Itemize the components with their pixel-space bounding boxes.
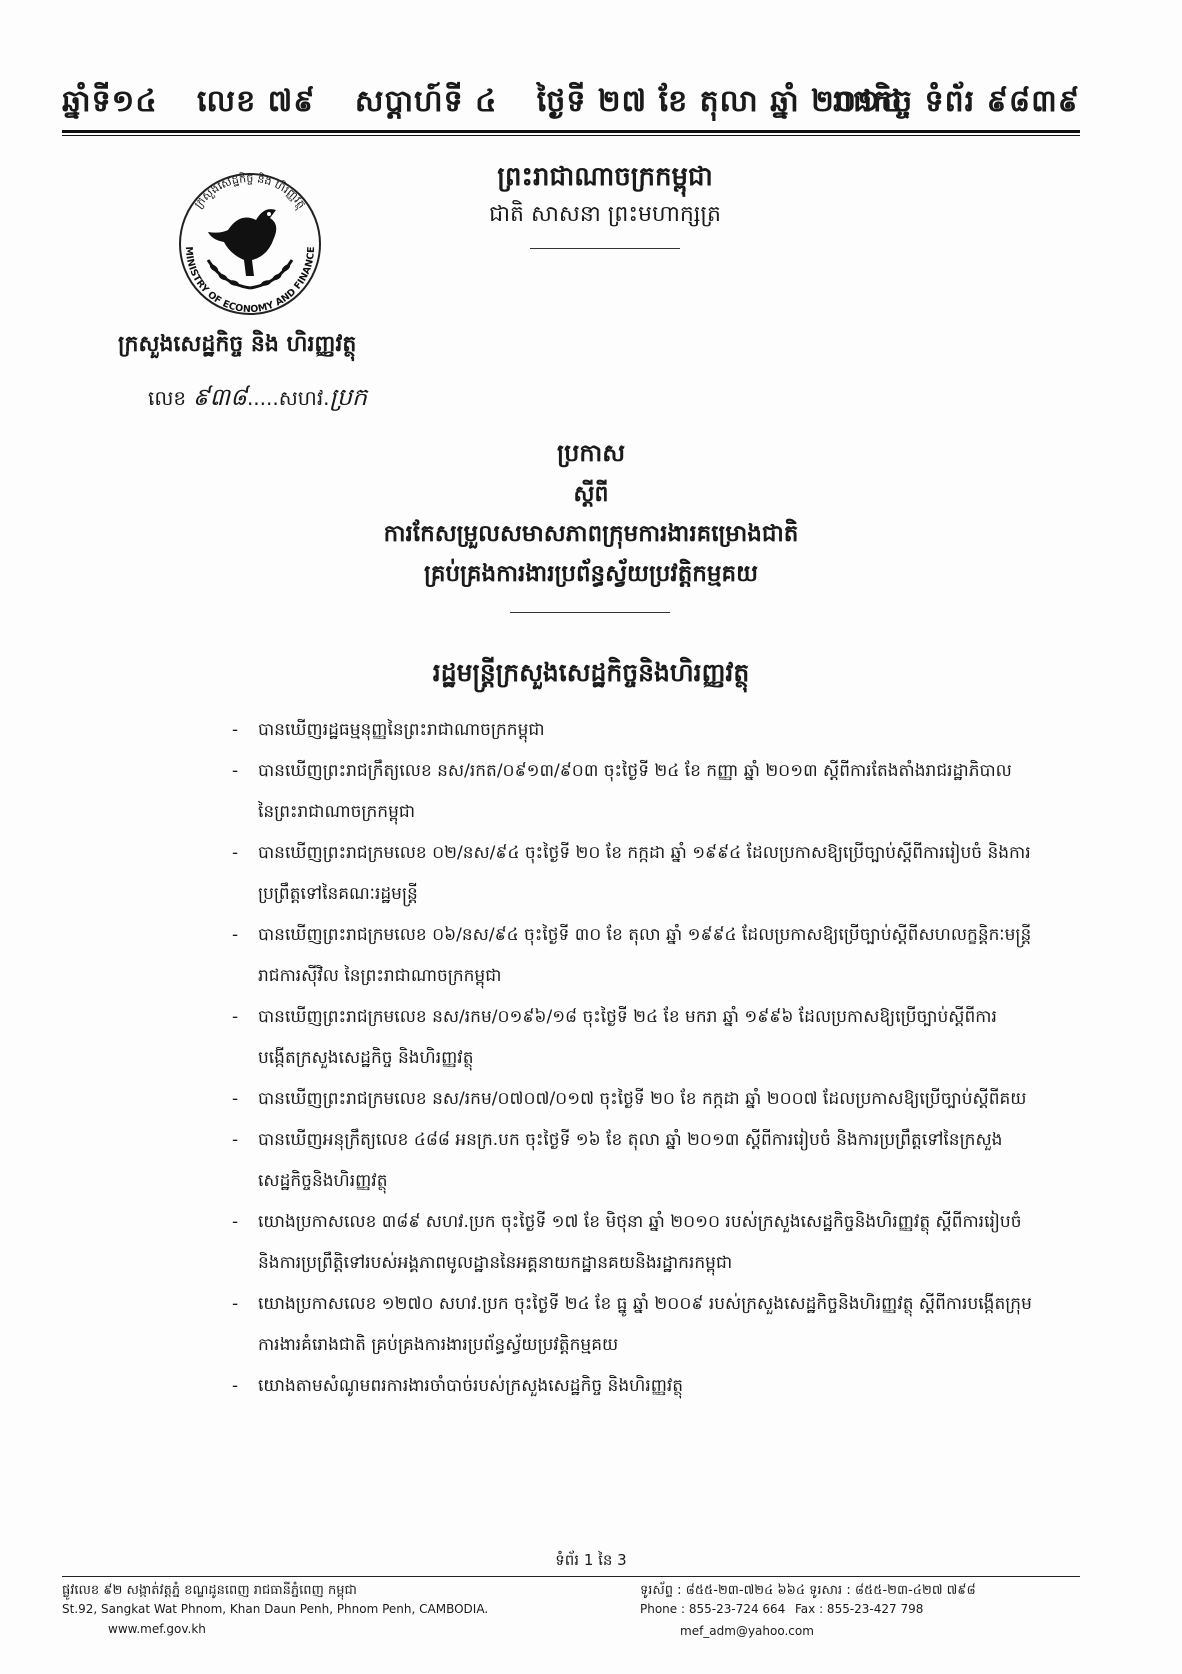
clause-item: - យោងតាមសំណូមពរការងារចាំបាច់របស់ក្រសួងសេដ្ឋកិច្ច និងហិរញ្ញវត្ថុ [232, 1366, 1032, 1407]
clause-item: - យោងប្រកាសលេខ ៣៨៩ សហវ.ប្រក ចុះថ្ងៃទី ១៧ ខែ មិថុនា ឆ្នាំ ២០១០ របស់ក្រសួងសេដ្ឋកិច្ចនិងហិរញ្ញវត្ថុ ស្តីពីការរៀបចំ និងការប្រព្រឹត្តិទៅរបស់អង្គភាពមូលដ្ឋាននៃអគ្គនាយកដ្ឋានគយនិងរដ្ឋាករកម្ពុជា [232, 1202, 1032, 1284]
clause-item: - យោងប្រកាសលេខ ១២៧០ សហវ.ប្រក ចុះថ្ងៃទី ២៤ ខែ ធ្នូ ឆ្នាំ ២០០៩ របស់ក្រសួងសេដ្ឋកិច្ចនិងហិរញ្ញវត្ថុ ស្តីពីការបង្កើតក្រុមការងារគំរោងជាតិ គ្រប់គ្រងការងារប្រព័ន្ធស្វ័យប្រវត្តិកម្មគយ [232, 1284, 1032, 1366]
seal-khmer-text: ក្រសួងសេដ្ឋកិច្ច និង ហិរញ្ញវត្ថុ [191, 171, 309, 211]
document-about: ស្តីពី [573, 482, 609, 507]
ornament-divider [530, 248, 680, 249]
footer-phone: Phone : 855-23-724 664 [640, 1602, 786, 1616]
clause-item: - បានឃើញអនុក្រឹត្យលេខ ៤៨៨ អនក្រ.បក ចុះថ្ងៃទី ១៦ ខែ តុលា ឆ្នាំ ២០១៣ ស្តីពីការរៀបចំ និងការប្រព្រឹត្តទៅនៃក្រសួងសេដ្ឋកិច្ចនិងហិរញ្ញវត្ថុ [232, 1120, 1032, 1202]
ministry-name: ក្រសួងសេដ្ឋកិច្ច និង ហិរញ្ញវត្ថុ [118, 332, 357, 357]
footer-fax: Fax : 855-23-427 798 [795, 1602, 924, 1616]
ref-prefix: លេខ [148, 386, 187, 410]
title-ornament-divider [510, 612, 670, 613]
gazette-week: សប្តាហ៍ទី ៤ [354, 84, 498, 119]
footer-website[interactable]: www.mef.gov.kh [108, 1622, 206, 1636]
ref-type-handwritten: ប្រក [329, 383, 368, 411]
issuing-authority: រដ្ឋមន្ត្រីក្រសួងសេដ្ឋកិច្ចនិងហិរញ្ញវត្ថុ [432, 658, 750, 687]
ref-dots: ..... [246, 386, 279, 410]
clause-item: - បានឃើញព្រះរាជក្រឹត្យលេខ នស/រកត/០៩១៣/៩០៣ ចុះថ្ងៃទី ២៤ ខែ កញ្ញា ឆ្នាំ ២០១៣ ស្តីពីការតែងតាំងរាជរដ្ឋាភិបាល នៃព្រះរាជាណាចក្រកម្ពុជា [232, 751, 1032, 833]
clause-item: - បានឃើញព្រះរាជក្រមលេខ នស/រកម/០១៩៦/១៨ ចុះថ្ងៃទី ២៤ ខែ មករា ឆ្នាំ ១៩៩៦ ដែលប្រកាសឱ្យប្រើច្បាប់ស្តីពីការបង្កើតក្រសួងសេដ្ឋកិច្ច និងហិរញ្ញវត្ថុ [232, 997, 1032, 1079]
reference-number [148, 382, 367, 417]
footer-email[interactable]: mef_adm@yahoo.com [680, 1624, 814, 1638]
header-divider [62, 130, 1080, 133]
document-subject-line1: ការកែសម្រួលសមាសភាពក្រុមការងារគម្រោងជាតិ [383, 521, 799, 547]
seal-english-text: MINISTRY OF ECONOMY AND FINANCE [182, 246, 318, 316]
footer-phone-fax-khmer: ទូរស័ព្ទ : ៨៥៥-២៣-៧២៤ ៦៦៤ ទូរសារ : ៨៥៥-២៣-៤២៧ ៧៩៨ [640, 1583, 976, 1598]
gazette-page: រាជកិច្ច ទំព័រ ៩៨៣៩ [832, 84, 1080, 119]
page-number: ទំព័រ 1 នៃ 3 [555, 1551, 627, 1569]
ref-suffix: សហវ. [278, 386, 330, 410]
footer-divider [62, 1576, 1080, 1577]
preamble-clauses [232, 710, 1032, 1407]
kingdom-title: ព្រះរាជាណាចក្រកម្ពុជា [497, 162, 713, 192]
footer-address-english: St.92, Sangkat Wat Phnom, Khan Daun Penh, Phnom Penh, CAMBODIA. [62, 1602, 489, 1616]
gazette-year: ឆ្នាំទី១៤ [62, 84, 158, 119]
gazette-date: ថ្ងៃទី ២៧ ខែ តុលា ឆ្នាំ ២០១៤ [536, 84, 904, 119]
document-subject-line2: គ្រប់គ្រងការងារប្រព័ន្ធស្វ័យប្រវត្តិកម្មគយ [424, 561, 758, 587]
gazette-issue: លេខ ៧៩ [197, 84, 316, 119]
header-divider-thin [62, 135, 1080, 136]
clause-item: - បានឃើញរដ្ឋធម្មនុញ្ញនៃព្រះរាជាណាចក្រកម្ពុជា [232, 710, 1032, 751]
clause-item: - បានឃើញព្រះរាជក្រមលេខ ០៦/នស/៩៤ ចុះថ្ងៃទី ៣០ ខែ តុលា ឆ្នាំ ១៩៩៤ ដែលប្រកាសឱ្យប្រើច្បាប់ស្តីពីសហលក្ខន្តិកៈមន្ត្រីរាជការស៊ីវិល នៃព្រះរាជាណាចក្រកម្ពុជា [232, 915, 1032, 997]
ref-number-handwritten: ៩៣៨ [192, 383, 247, 411]
national-motto: ជាតិ សាសនា ព្រះមហាក្សត្រ [489, 202, 721, 227]
gazette-header [62, 82, 1080, 126]
clause-item: - បានឃើញព្រះរាជក្រមលេខ នស/រកម/០៧០៧/០១៧ ចុះថ្ងៃទី ២០ ខែ កក្កដា ឆ្នាំ ២០០៧ ដែលប្រកាសឱ្យប្រើច្បាប់ស្តីពីគយ [232, 1079, 1032, 1120]
document-type: ប្រកាស [556, 439, 626, 467]
ministry-seal-logo [168, 160, 333, 325]
clause-item: - បានឃើញព្រះរាជក្រមលេខ ០២/នស/៩៤ ចុះថ្ងៃទី ២០ ខែ កក្កដា ឆ្នាំ ១៩៩៤ ដែលប្រកាសឱ្យប្រើច្បាប់ស្តីពីការរៀបចំ និងការប្រព្រឹត្តទៅនៃគណៈរដ្ឋមន្ត្រី [232, 833, 1032, 915]
footer-address-khmer: ផ្លូវលេខ ៩២ សង្កាត់វត្តភ្នំ ខណ្ឌដូនពេញ រាជធានីភ្នំពេញ កម្ពុជា [62, 1583, 357, 1598]
